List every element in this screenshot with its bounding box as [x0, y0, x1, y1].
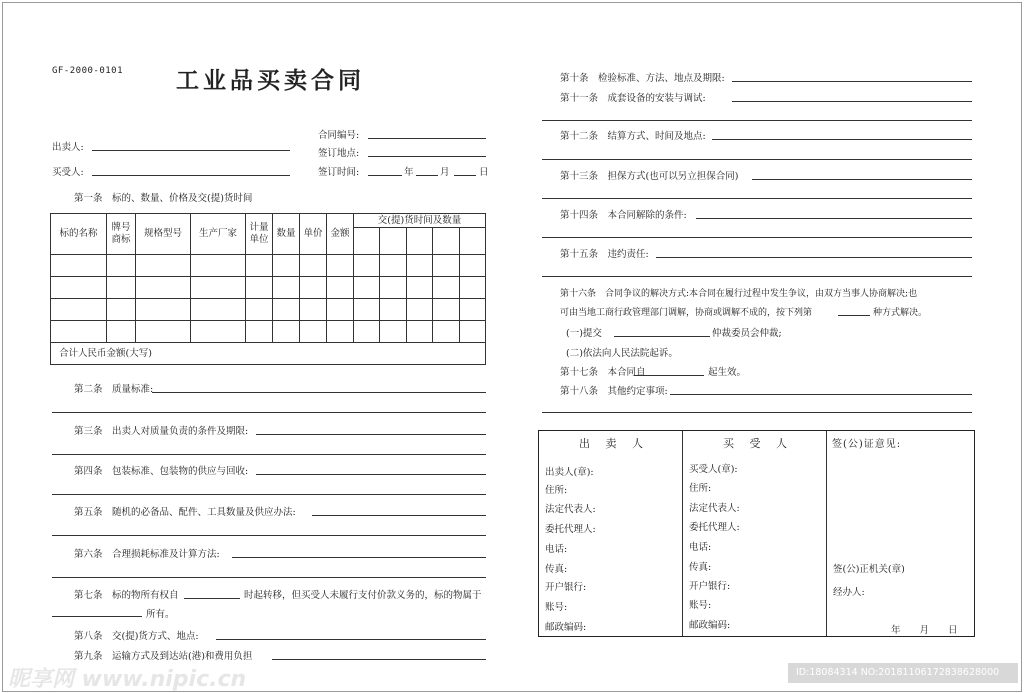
article-14-field-2[interactable] — [542, 237, 972, 238]
article-18: 第十八条 其他约定事项: — [560, 386, 668, 397]
article-7-part3: 所有。 — [146, 609, 175, 620]
buyer-seal: 买受人(章): — [689, 464, 738, 475]
article-11: 第十一条 成套设备的安装与调试: — [560, 93, 706, 104]
notary-org: 签(公)正机关(章) — [833, 564, 905, 575]
buyer-account: 账号: — [689, 600, 712, 611]
contract-no-field[interactable] — [368, 138, 486, 139]
article-6-field-2[interactable] — [52, 577, 486, 578]
arbitration-committee-field[interactable] — [614, 336, 710, 337]
sign-place-label: 签订地点: — [318, 148, 360, 159]
article-5-field[interactable] — [312, 515, 486, 516]
seller-label: 出卖人: — [52, 142, 84, 153]
article-11-field[interactable] — [732, 101, 972, 102]
article-12-field[interactable] — [712, 139, 972, 140]
article-11-field-2[interactable] — [542, 120, 972, 121]
delivery-sub-cell — [433, 228, 459, 255]
article-9-field[interactable] — [272, 659, 486, 660]
article-1: 第一条 标的、数量、价格及交(提)货时间 — [74, 193, 253, 204]
buyer-postcode: 邮政编码: — [689, 620, 731, 631]
article-7-part2: 时起转移，但买受人未履行支付价款义务的，标的物属于 — [244, 590, 482, 601]
article-18-field[interactable] — [670, 394, 972, 395]
article-5-field-2[interactable] — [52, 535, 486, 536]
delivery-sub-cell — [380, 228, 406, 255]
col-price: 单价 — [300, 214, 327, 255]
article-4-field-2[interactable] — [52, 494, 486, 495]
form-code: GF-2000-0101 — [52, 66, 124, 76]
signature-table — [538, 430, 975, 637]
article-16-option-1b: 仲裁委员会仲裁; — [712, 328, 782, 339]
delivery-sub-cell — [406, 228, 432, 255]
article-10-field[interactable] — [732, 81, 972, 82]
article-13-field[interactable] — [752, 179, 972, 180]
watermark-id: ID:18084314 NO:20181106172838628000 — [796, 667, 1000, 678]
article-14-field[interactable] — [696, 218, 972, 219]
col-brand: 牌号商标 — [107, 214, 136, 255]
article-4: 第四条 包装标准、包装物的供应与回收: — [74, 466, 249, 477]
notary-header: 签(公)证意见: — [832, 439, 902, 450]
seller-postcode: 邮政编码: — [545, 622, 587, 633]
seller-agent: 委托代理人: — [545, 524, 596, 535]
year-label: 年 — [404, 167, 414, 178]
article-15-field-2[interactable] — [542, 276, 972, 277]
seller-phone: 电话: — [545, 544, 568, 555]
article-17a: 第十七条 本合同自 — [560, 367, 646, 378]
sign-day-field[interactable] — [454, 175, 476, 176]
seller-legal-rep: 法定代表人: — [545, 504, 596, 515]
article-13: 第十三条 担保方式(也可以另立担保合同) — [560, 171, 739, 182]
article-16-choice-field[interactable] — [838, 315, 870, 316]
table-row — [51, 255, 486, 277]
seller-account: 账号: — [545, 602, 568, 613]
article-16-option-1a: (一)提交 — [566, 328, 602, 339]
seller-bank: 开户银行: — [545, 582, 587, 593]
article-2-field-2[interactable] — [52, 412, 486, 413]
column-divider — [682, 431, 683, 636]
seller-address: 住所: — [545, 485, 568, 496]
buyer-bank: 开户银行: — [689, 581, 731, 592]
article-8-field[interactable] — [216, 639, 486, 640]
article-6-field[interactable] — [232, 557, 486, 558]
seller-field[interactable] — [92, 150, 290, 151]
article-14: 第十四条 本合同解除的条件: — [560, 210, 687, 221]
article-2: 第二条 质量标准: — [74, 384, 154, 395]
month-label: 月 — [440, 167, 450, 178]
seller-fax: 传真: — [545, 564, 568, 575]
buyer-header: 买 受 人 — [723, 437, 793, 450]
seller-header: 出 卖 人 — [579, 437, 649, 450]
article-10: 第十条 检验标准、方法、地点及期限: — [560, 73, 725, 84]
contract-no-label: 合同编号: — [318, 130, 360, 141]
article-5: 第五条 随机的必备品、配件、工具数量及供应办法: — [74, 507, 296, 518]
table-row — [51, 321, 486, 343]
article-15-field[interactable] — [656, 257, 972, 258]
article-17-field[interactable] — [634, 375, 704, 376]
delivery-sub-cell — [354, 228, 380, 255]
sign-place-field[interactable] — [368, 156, 486, 157]
notary-date: 年 月 日 — [891, 625, 958, 636]
article-3-field-2[interactable] — [52, 454, 486, 455]
buyer-phone: 电话: — [689, 542, 712, 553]
article-16-option-2: (二)依法向人民法院起诉。 — [566, 348, 678, 359]
contract-title: 工业品买卖合同 — [176, 68, 365, 94]
sign-time-label: 签订时间: — [318, 167, 360, 178]
day-label: 日 — [479, 167, 489, 178]
article-7-time-field[interactable] — [184, 598, 240, 599]
article-7-owner-field[interactable] — [52, 616, 142, 617]
article-15: 第十五条 违约责任: — [560, 249, 649, 260]
col-name: 标的名称 — [51, 214, 107, 255]
watermark-logo: 昵享网 www.nipic.cn — [8, 667, 247, 692]
article-3: 第三条 出卖人对质量负责的条件及期限: — [74, 426, 249, 437]
buyer-field[interactable] — [92, 175, 290, 176]
sign-year-field[interactable] — [368, 175, 402, 176]
article-12-field-2[interactable] — [542, 159, 972, 160]
buyer-fax: 传真: — [689, 562, 712, 573]
goods-table — [50, 213, 486, 365]
article-12: 第十二条 结算方式、时间及地点: — [560, 131, 706, 142]
delivery-sub-cell — [459, 228, 486, 255]
table-row — [51, 277, 486, 299]
article-9: 第九条 运输方式及到达站(港)和费用负担 — [74, 651, 253, 662]
col-qty: 数量 — [273, 214, 300, 255]
col-amount: 金额 — [327, 214, 354, 255]
col-spec: 规格型号 — [136, 214, 191, 255]
col-maker: 生产厂家 — [191, 214, 246, 255]
table-row — [51, 299, 486, 321]
buyer-agent: 委托代理人: — [689, 522, 740, 533]
article-16-line2a: 可由当地工商行政管理部门调解，协商或调解不成的，按下列第 — [560, 308, 813, 318]
article-16-line2b: 种方式解决。 — [873, 308, 928, 318]
sign-month-field[interactable] — [416, 175, 438, 176]
article-3-field[interactable] — [256, 434, 486, 435]
buyer-legal-rep: 法定代表人: — [689, 503, 740, 514]
total-amount-label: 合计人民币金额(大写) — [51, 343, 486, 365]
seller-seal: 出卖人(章): — [545, 467, 594, 478]
article-8: 第八条 交(提)货方式、地点: — [74, 631, 199, 642]
column-divider — [826, 431, 827, 636]
col-unit: 计量单位 — [246, 214, 273, 255]
buyer-address: 住所: — [689, 483, 712, 494]
article-16-line1: 第十六条 合同争议的解决方式:本合同在履行过程中发生争议，由双方当事人协商解决;也 — [560, 289, 918, 299]
article-17b: 起生效。 — [708, 367, 747, 378]
col-delivery: 交(提)货时间及数量 — [354, 214, 486, 228]
article-2-field[interactable] — [152, 392, 486, 393]
article-7-part1: 第七条 标的物所有权自 — [74, 590, 179, 601]
article-4-field[interactable] — [256, 474, 486, 475]
article-6: 第六条 合理损耗标准及计算方法: — [74, 549, 220, 560]
buyer-label: 买受人: — [52, 167, 84, 178]
article-18-field-2[interactable] — [542, 412, 972, 413]
notary-handler: 经办人: — [833, 587, 865, 598]
article-13-field-2[interactable] — [542, 198, 972, 199]
